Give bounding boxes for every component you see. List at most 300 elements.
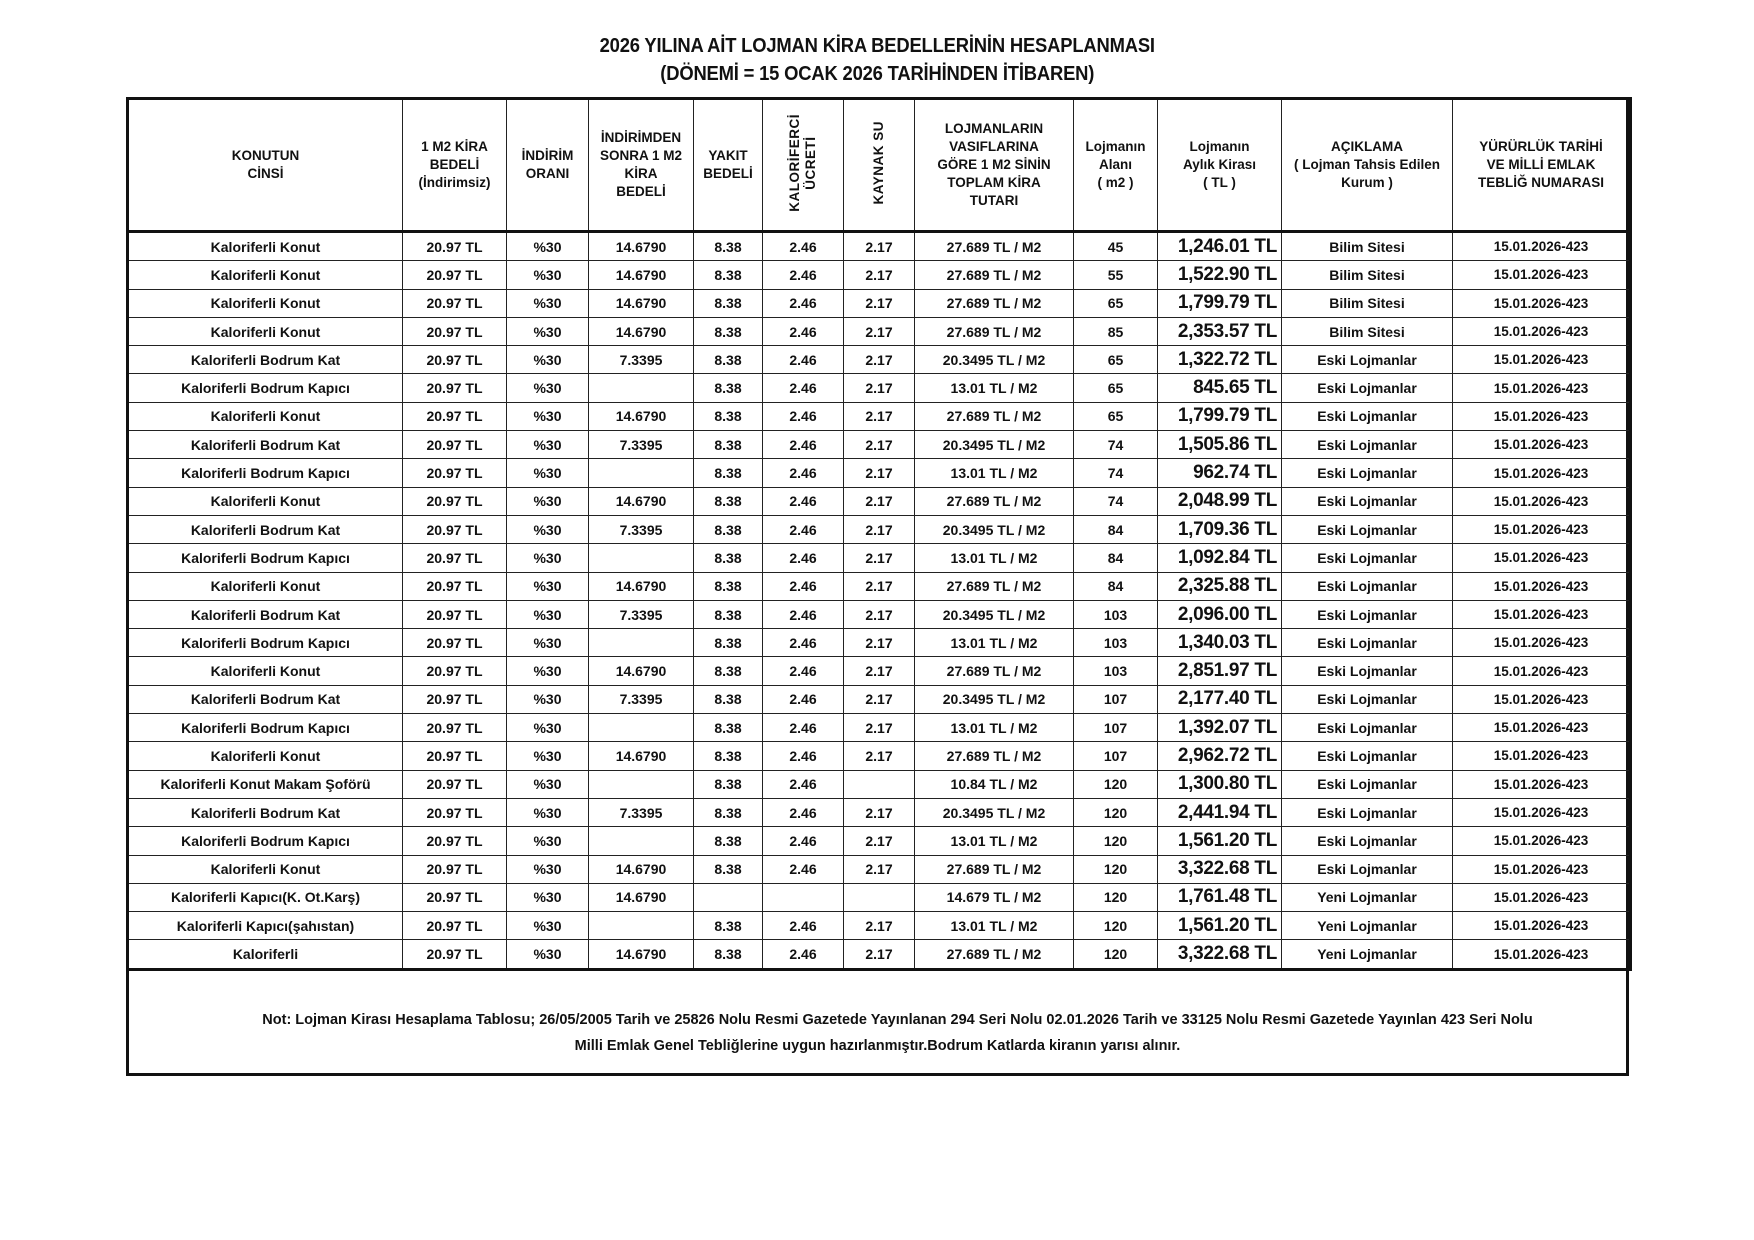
cell-indirim-orani: %30: [507, 657, 589, 685]
cell-aylik-kira: 1,300.80 TL: [1158, 770, 1282, 798]
cell-toplam-kira: 27.689 TL / M2: [915, 572, 1074, 600]
cell-kaloriferci: [763, 883, 844, 911]
cell-kaynak-su: 2.17: [844, 459, 915, 487]
cell-alan: 84: [1074, 515, 1158, 543]
cell-aylik-kira: 2,353.57 TL: [1158, 317, 1282, 345]
cell-aciklama: Eski Lojmanlar: [1282, 770, 1453, 798]
cell-alan: 84: [1074, 544, 1158, 572]
cell-kaloriferci: 2.46: [763, 685, 844, 713]
cell-kaloriferci: 2.46: [763, 346, 844, 374]
header-alan: Lojmanın Alanı ( m2 ): [1074, 99, 1158, 232]
header-kaloriferci-label: KALORİFERCİ ÜCRETİ: [787, 113, 818, 212]
cell-toplam-kira: 27.689 TL / M2: [915, 402, 1074, 430]
cell-aciklama: Eski Lojmanlar: [1282, 685, 1453, 713]
cell-aciklama: Eski Lojmanlar: [1282, 402, 1453, 430]
cell-m2-kira: 20.97 TL: [403, 289, 507, 317]
table-row: [128, 402, 1631, 430]
cell-yururluk: 15.01.2026-423: [1453, 798, 1631, 826]
header-row: [128, 99, 1631, 232]
cell-indirim-orani: %30: [507, 685, 589, 713]
cell-konut-cinsi: Kaloriferli Bodrum Kapıcı: [128, 629, 403, 657]
cell-m2-kira: 20.97 TL: [403, 572, 507, 600]
cell-kaloriferci: 2.46: [763, 317, 844, 345]
cell-toplam-kira: 20.3495 TL / M2: [915, 600, 1074, 628]
cell-alan: 120: [1074, 883, 1158, 911]
cell-konut-cinsi: Kaloriferli Konut: [128, 572, 403, 600]
cell-indirimden-sonra: [589, 714, 694, 742]
cell-m2-kira: 20.97 TL: [403, 487, 507, 515]
cell-indirimden-sonra: 14.6790: [589, 657, 694, 685]
cell-kaloriferci: 2.46: [763, 629, 844, 657]
cell-kaynak-su: 2.17: [844, 685, 915, 713]
table-row: [128, 883, 1631, 911]
cell-konut-cinsi: Kaloriferli Bodrum Kat: [128, 515, 403, 543]
cell-konut-cinsi: Kaloriferli Bodrum Kat: [128, 685, 403, 713]
cell-indirim-orani: %30: [507, 487, 589, 515]
cell-yakit: 8.38: [694, 459, 763, 487]
cell-indirim-orani: %30: [507, 317, 589, 345]
cell-aciklama: Eski Lojmanlar: [1282, 374, 1453, 402]
cell-aylik-kira: 1,761.48 TL: [1158, 883, 1282, 911]
table-row: [128, 770, 1631, 798]
cell-m2-kira: 20.97 TL: [403, 374, 507, 402]
cell-toplam-kira: 27.689 TL / M2: [915, 317, 1074, 345]
cell-aciklama: Eski Lojmanlar: [1282, 798, 1453, 826]
cell-konut-cinsi: Kaloriferli Bodrum Kapıcı: [128, 714, 403, 742]
cell-aciklama: Eski Lojmanlar: [1282, 600, 1453, 628]
cell-alan: 65: [1074, 402, 1158, 430]
cell-m2-kira: 20.97 TL: [403, 685, 507, 713]
cell-kaloriferci: 2.46: [763, 912, 844, 940]
header-kaloriferci: [763, 99, 844, 232]
rent-table: [126, 97, 1632, 971]
cell-kaloriferci: 2.46: [763, 657, 844, 685]
cell-indirimden-sonra: [589, 629, 694, 657]
footnote: [126, 990, 1629, 1076]
cell-yururluk: 15.01.2026-423: [1453, 770, 1631, 798]
table-row: [128, 657, 1631, 685]
cell-indirim-orani: %30: [507, 544, 589, 572]
cell-kaynak-su: 2.17: [844, 657, 915, 685]
cell-konut-cinsi: Kaloriferli Konut Makam Şoförü: [128, 770, 403, 798]
cell-indirim-orani: %30: [507, 742, 589, 770]
cell-konut-cinsi: Kaloriferli Konut: [128, 289, 403, 317]
cell-aylik-kira: 3,322.68 TL: [1158, 940, 1282, 969]
cell-yakit: 8.38: [694, 346, 763, 374]
cell-aciklama: Eski Lojmanlar: [1282, 459, 1453, 487]
cell-yururluk: 15.01.2026-423: [1453, 600, 1631, 628]
cell-konut-cinsi: Kaloriferli Konut: [128, 742, 403, 770]
cell-konut-cinsi: Kaloriferli: [128, 940, 403, 969]
cell-m2-kira: 20.97 TL: [403, 600, 507, 628]
cell-yururluk: 15.01.2026-423: [1453, 346, 1631, 374]
table-row: [128, 572, 1631, 600]
header-yakit: YAKIT BEDELİ: [694, 99, 763, 232]
cell-kaynak-su: 2.17: [844, 912, 915, 940]
cell-indirim-orani: %30: [507, 827, 589, 855]
table-row: [128, 544, 1631, 572]
cell-toplam-kira: 27.689 TL / M2: [915, 855, 1074, 883]
cell-yururluk: 15.01.2026-423: [1453, 289, 1631, 317]
cell-aylik-kira: 1,340.03 TL: [1158, 629, 1282, 657]
cell-konut-cinsi: Kaloriferli Konut: [128, 657, 403, 685]
cell-yururluk: 15.01.2026-423: [1453, 374, 1631, 402]
cell-m2-kira: 20.97 TL: [403, 912, 507, 940]
cell-aciklama: Bilim Sitesi: [1282, 317, 1453, 345]
cell-aciklama: Yeni Lojmanlar: [1282, 883, 1453, 911]
cell-indirim-orani: %30: [507, 459, 589, 487]
header-indirimden-sonra: İNDİRİMDEN SONRA 1 M2 KİRA BEDELİ: [589, 99, 694, 232]
cell-konut-cinsi: Kaloriferli Konut: [128, 402, 403, 430]
cell-indirim-orani: %30: [507, 600, 589, 628]
cell-m2-kira: 20.97 TL: [403, 431, 507, 459]
cell-konut-cinsi: Kaloriferli Bodrum Kapıcı: [128, 827, 403, 855]
cell-yururluk: 15.01.2026-423: [1453, 827, 1631, 855]
cell-aylik-kira: 1,522.90 TL: [1158, 261, 1282, 289]
cell-kaynak-su: 2.17: [844, 515, 915, 543]
cell-yakit: 8.38: [694, 431, 763, 459]
cell-indirimden-sonra: 14.6790: [589, 487, 694, 515]
cell-aciklama: Eski Lojmanlar: [1282, 629, 1453, 657]
cell-aylik-kira: 962.74 TL: [1158, 459, 1282, 487]
cell-aciklama: Eski Lojmanlar: [1282, 657, 1453, 685]
cell-konut-cinsi: Kaloriferli Bodrum Kapıcı: [128, 374, 403, 402]
table-row: [128, 940, 1631, 969]
cell-kaloriferci: 2.46: [763, 600, 844, 628]
cell-kaloriferci: 2.46: [763, 431, 844, 459]
cell-aciklama: Eski Lojmanlar: [1282, 431, 1453, 459]
cell-toplam-kira: 13.01 TL / M2: [915, 459, 1074, 487]
cell-kaynak-su: 2.17: [844, 940, 915, 969]
cell-indirim-orani: %30: [507, 346, 589, 374]
table-row: [128, 487, 1631, 515]
cell-m2-kira: 20.97 TL: [403, 544, 507, 572]
cell-indirimden-sonra: 14.6790: [589, 940, 694, 969]
cell-aylik-kira: 1,561.20 TL: [1158, 912, 1282, 940]
cell-konut-cinsi: Kaloriferli Konut: [128, 855, 403, 883]
cell-m2-kira: 20.97 TL: [403, 402, 507, 430]
cell-kaloriferci: 2.46: [763, 459, 844, 487]
cell-toplam-kira: 27.689 TL / M2: [915, 487, 1074, 515]
header-konut-cinsi: KONUTUN CİNSİ: [128, 99, 403, 232]
cell-indirim-orani: %30: [507, 232, 589, 261]
cell-kaloriferci: 2.46: [763, 742, 844, 770]
cell-alan: 107: [1074, 685, 1158, 713]
cell-aciklama: Eski Lojmanlar: [1282, 346, 1453, 374]
cell-kaynak-su: 2.17: [844, 600, 915, 628]
cell-alan: 103: [1074, 657, 1158, 685]
cell-m2-kira: 20.97 TL: [403, 515, 507, 543]
cell-indirimden-sonra: [589, 374, 694, 402]
cell-indirim-orani: %30: [507, 855, 589, 883]
cell-alan: 103: [1074, 629, 1158, 657]
cell-yakit: 8.38: [694, 714, 763, 742]
cell-aylik-kira: 845.65 TL: [1158, 374, 1282, 402]
cell-alan: 84: [1074, 572, 1158, 600]
cell-kaynak-su: 2.17: [844, 346, 915, 374]
table-row: [128, 629, 1631, 657]
cell-yakit: 8.38: [694, 544, 763, 572]
cell-kaynak-su: 2.17: [844, 629, 915, 657]
cell-alan: 74: [1074, 431, 1158, 459]
cell-kaloriferci: 2.46: [763, 487, 844, 515]
document-subtitle: (DÖNEMİ = 15 OCAK 2026 TARİHİNDEN İTİBAREN): [660, 63, 1095, 85]
cell-aciklama: Yeni Lojmanlar: [1282, 940, 1453, 969]
cell-kaloriferci: 2.46: [763, 261, 844, 289]
cell-toplam-kira: 14.679 TL / M2: [915, 883, 1074, 911]
cell-yururluk: 15.01.2026-423: [1453, 685, 1631, 713]
cell-yakit: 8.38: [694, 515, 763, 543]
cell-aciklama: Eski Lojmanlar: [1282, 487, 1453, 515]
cell-yururluk: 15.01.2026-423: [1453, 317, 1631, 345]
cell-aciklama: Eski Lojmanlar: [1282, 515, 1453, 543]
cell-aylik-kira: 3,322.68 TL: [1158, 855, 1282, 883]
cell-alan: 120: [1074, 827, 1158, 855]
cell-indirimden-sonra: 7.3395: [589, 600, 694, 628]
cell-kaynak-su: 2.17: [844, 402, 915, 430]
cell-alan: 74: [1074, 459, 1158, 487]
cell-yururluk: 15.01.2026-423: [1453, 515, 1631, 543]
cell-yururluk: 15.01.2026-423: [1453, 657, 1631, 685]
table-row: [128, 714, 1631, 742]
header-kaynak-su-label: KAYNAK SU: [871, 120, 886, 205]
cell-kaloriferci: 2.46: [763, 544, 844, 572]
cell-alan: 120: [1074, 855, 1158, 883]
cell-toplam-kira: 10.84 TL / M2: [915, 770, 1074, 798]
cell-kaloriferci: 2.46: [763, 714, 844, 742]
cell-yakit: 8.38: [694, 827, 763, 855]
cell-yakit: 8.38: [694, 261, 763, 289]
cell-kaynak-su: 2.17: [844, 544, 915, 572]
cell-yururluk: 15.01.2026-423: [1453, 883, 1631, 911]
cell-aciklama: Eski Lojmanlar: [1282, 714, 1453, 742]
cell-alan: 120: [1074, 912, 1158, 940]
cell-yakit: 8.38: [694, 402, 763, 430]
cell-indirim-orani: %30: [507, 883, 589, 911]
cell-yururluk: 15.01.2026-423: [1453, 261, 1631, 289]
cell-toplam-kira: 20.3495 TL / M2: [915, 685, 1074, 713]
cell-yakit: 8.38: [694, 855, 763, 883]
cell-alan: 65: [1074, 374, 1158, 402]
cell-indirimden-sonra: [589, 459, 694, 487]
cell-m2-kira: 20.97 TL: [403, 940, 507, 969]
cell-yakit: 8.38: [694, 685, 763, 713]
cell-yururluk: 15.01.2026-423: [1453, 940, 1631, 969]
cell-toplam-kira: 13.01 TL / M2: [915, 714, 1074, 742]
cell-m2-kira: 20.97 TL: [403, 742, 507, 770]
cell-toplam-kira: 27.689 TL / M2: [915, 657, 1074, 685]
cell-kaloriferci: 2.46: [763, 798, 844, 826]
cell-yururluk: 15.01.2026-423: [1453, 742, 1631, 770]
cell-konut-cinsi: Kaloriferli Bodrum Kapıcı: [128, 459, 403, 487]
cell-aylik-kira: 1,392.07 TL: [1158, 714, 1282, 742]
cell-yakit: 8.38: [694, 600, 763, 628]
cell-indirimden-sonra: 14.6790: [589, 317, 694, 345]
cell-yakit: 8.38: [694, 770, 763, 798]
cell-kaynak-su: 2.17: [844, 374, 915, 402]
cell-konut-cinsi: Kaloriferli Bodrum Kapıcı: [128, 544, 403, 572]
cell-indirim-orani: %30: [507, 431, 589, 459]
cell-kaynak-su: 2.17: [844, 572, 915, 600]
footnote-line-2: Milli Emlak Genel Tebliğlerine uygun hazırlanmıştır.Bodrum Katlarda kiranın yarısı alınır.: [574, 1038, 1181, 1054]
cell-indirim-orani: %30: [507, 629, 589, 657]
cell-yakit: 8.38: [694, 629, 763, 657]
table-row: [128, 374, 1631, 402]
cell-toplam-kira: 27.689 TL / M2: [915, 940, 1074, 969]
cell-m2-kira: 20.97 TL: [403, 261, 507, 289]
header-toplam: LOJMANLARIN VASIFLARINA GÖRE 1 M2 SİNİN TOPLAM KİRA TUTARI: [915, 99, 1074, 232]
cell-konut-cinsi: Kaloriferli Konut: [128, 261, 403, 289]
cell-kaloriferci: 2.46: [763, 770, 844, 798]
cell-aciklama: Eski Lojmanlar: [1282, 827, 1453, 855]
cell-toplam-kira: 27.689 TL / M2: [915, 261, 1074, 289]
cell-alan: 103: [1074, 600, 1158, 628]
cell-indirimden-sonra: 14.6790: [589, 261, 694, 289]
cell-kaynak-su: 2.17: [844, 431, 915, 459]
cell-indirimden-sonra: 14.6790: [589, 232, 694, 261]
cell-kaynak-su: 2.17: [844, 827, 915, 855]
cell-toplam-kira: 13.01 TL / M2: [915, 827, 1074, 855]
cell-yururluk: 15.01.2026-423: [1453, 232, 1631, 261]
table-row: [128, 798, 1631, 826]
cell-toplam-kira: 13.01 TL / M2: [915, 912, 1074, 940]
cell-kaynak-su: 2.17: [844, 232, 915, 261]
cell-indirimden-sonra: 14.6790: [589, 742, 694, 770]
cell-aylik-kira: 2,048.99 TL: [1158, 487, 1282, 515]
table-row: [128, 232, 1631, 261]
cell-m2-kira: 20.97 TL: [403, 346, 507, 374]
table-row: [128, 289, 1631, 317]
cell-kaloriferci: 2.46: [763, 515, 844, 543]
header-kaynak-su: [844, 99, 915, 232]
cell-yururluk: 15.01.2026-423: [1453, 629, 1631, 657]
cell-indirimden-sonra: 14.6790: [589, 572, 694, 600]
cell-aylik-kira: 2,962.72 TL: [1158, 742, 1282, 770]
cell-kaynak-su: 2.17: [844, 714, 915, 742]
header-aylik-kira: Lojmanın Aylık Kirası ( TL ): [1158, 99, 1282, 232]
cell-indirimden-sonra: 14.6790: [589, 883, 694, 911]
cell-kaynak-su: 2.17: [844, 798, 915, 826]
cell-alan: 45: [1074, 232, 1158, 261]
cell-alan: 55: [1074, 261, 1158, 289]
cell-m2-kira: 20.97 TL: [403, 883, 507, 911]
cell-aciklama: Eski Lojmanlar: [1282, 544, 1453, 572]
cell-aylik-kira: 1,799.79 TL: [1158, 402, 1282, 430]
cell-yakit: [694, 883, 763, 911]
cell-yururluk: 15.01.2026-423: [1453, 431, 1631, 459]
table-row: [128, 346, 1631, 374]
table-row: [128, 685, 1631, 713]
cell-yakit: 8.38: [694, 232, 763, 261]
cell-indirim-orani: %30: [507, 714, 589, 742]
cell-indirimden-sonra: [589, 544, 694, 572]
cell-aylik-kira: 2,325.88 TL: [1158, 572, 1282, 600]
cell-konut-cinsi: Kaloriferli Bodrum Kat: [128, 346, 403, 374]
cell-indirim-orani: %30: [507, 374, 589, 402]
table-row: [128, 742, 1631, 770]
cell-indirim-orani: %30: [507, 402, 589, 430]
cell-aylik-kira: 2,177.40 TL: [1158, 685, 1282, 713]
cell-konut-cinsi: Kaloriferli Konut: [128, 232, 403, 261]
table-row: [128, 431, 1631, 459]
cell-indirimden-sonra: 14.6790: [589, 855, 694, 883]
cell-yururluk: 15.01.2026-423: [1453, 459, 1631, 487]
cell-aylik-kira: 2,851.97 TL: [1158, 657, 1282, 685]
cell-kaynak-su: [844, 770, 915, 798]
cell-aciklama: Yeni Lojmanlar: [1282, 912, 1453, 940]
cell-kaloriferci: 2.46: [763, 827, 844, 855]
cell-toplam-kira: 20.3495 TL / M2: [915, 798, 1074, 826]
cell-yakit: 8.38: [694, 912, 763, 940]
cell-kaloriferci: 2.46: [763, 402, 844, 430]
table-body: [128, 232, 1631, 970]
cell-konut-cinsi: Kaloriferli Kapıcı(şahıstan): [128, 912, 403, 940]
cell-m2-kira: 20.97 TL: [403, 714, 507, 742]
cell-toplam-kira: 27.689 TL / M2: [915, 289, 1074, 317]
cell-konut-cinsi: Kaloriferli Bodrum Kat: [128, 798, 403, 826]
cell-kaloriferci: 2.46: [763, 855, 844, 883]
cell-indirimden-sonra: 14.6790: [589, 402, 694, 430]
cell-aciklama: Eski Lojmanlar: [1282, 855, 1453, 883]
cell-indirimden-sonra: 14.6790: [589, 289, 694, 317]
cell-m2-kira: 20.97 TL: [403, 827, 507, 855]
cell-yururluk: 15.01.2026-423: [1453, 544, 1631, 572]
cell-indirimden-sonra: [589, 827, 694, 855]
cell-konut-cinsi: Kaloriferli Kapıcı(K. Ot.Karş): [128, 883, 403, 911]
cell-aciklama: Bilim Sitesi: [1282, 289, 1453, 317]
cell-yakit: 8.38: [694, 940, 763, 969]
cell-yakit: 8.38: [694, 374, 763, 402]
cell-alan: 65: [1074, 289, 1158, 317]
cell-aciklama: Eski Lojmanlar: [1282, 742, 1453, 770]
cell-aylik-kira: 1,322.72 TL: [1158, 346, 1282, 374]
cell-konut-cinsi: Kaloriferli Bodrum Kat: [128, 600, 403, 628]
cell-indirim-orani: %30: [507, 912, 589, 940]
cell-aciklama: Eski Lojmanlar: [1282, 572, 1453, 600]
footnote-line-1: Not: Lojman Kirası Hesaplama Tablosu; 26/05/2005 Tarih ve 25826 Nolu Resmi Gazetede Yayınlanan 294 Seri Nolu 02.01.2026 Tarih ve 33125 Nolu Resmi Gazetede Yayınlan 423 Seri Nolu: [262, 1012, 1533, 1028]
cell-alan: 120: [1074, 798, 1158, 826]
cell-kaloriferci: 2.46: [763, 572, 844, 600]
cell-toplam-kira: 13.01 TL / M2: [915, 544, 1074, 572]
cell-indirim-orani: %30: [507, 289, 589, 317]
cell-yururluk: 15.01.2026-423: [1453, 487, 1631, 515]
cell-yakit: 8.38: [694, 487, 763, 515]
cell-m2-kira: 20.97 TL: [403, 317, 507, 345]
table-row: [128, 261, 1631, 289]
cell-alan: 65: [1074, 346, 1158, 374]
cell-indirimden-sonra: [589, 770, 694, 798]
cell-m2-kira: 20.97 TL: [403, 232, 507, 261]
cell-indirim-orani: %30: [507, 940, 589, 969]
cell-yakit: 8.38: [694, 572, 763, 600]
table-row: [128, 600, 1631, 628]
document-title: 2026 YILINA AİT LOJMAN KİRA BEDELLERİNİN HESAPLANMASI: [599, 35, 1155, 57]
cell-m2-kira: 20.97 TL: [403, 629, 507, 657]
table-row: [128, 459, 1631, 487]
table-row: [128, 912, 1631, 940]
cell-yururluk: 15.01.2026-423: [1453, 402, 1631, 430]
cell-yururluk: 15.01.2026-423: [1453, 912, 1631, 940]
cell-kaynak-su: 2.17: [844, 487, 915, 515]
cell-indirimden-sonra: 7.3395: [589, 431, 694, 459]
cell-aciklama: Bilim Sitesi: [1282, 232, 1453, 261]
cell-aylik-kira: 1,505.86 TL: [1158, 431, 1282, 459]
cell-kaynak-su: 2.17: [844, 742, 915, 770]
cell-indirim-orani: %30: [507, 515, 589, 543]
cell-alan: 107: [1074, 742, 1158, 770]
cell-m2-kira: 20.97 TL: [403, 770, 507, 798]
cell-m2-kira: 20.97 TL: [403, 459, 507, 487]
